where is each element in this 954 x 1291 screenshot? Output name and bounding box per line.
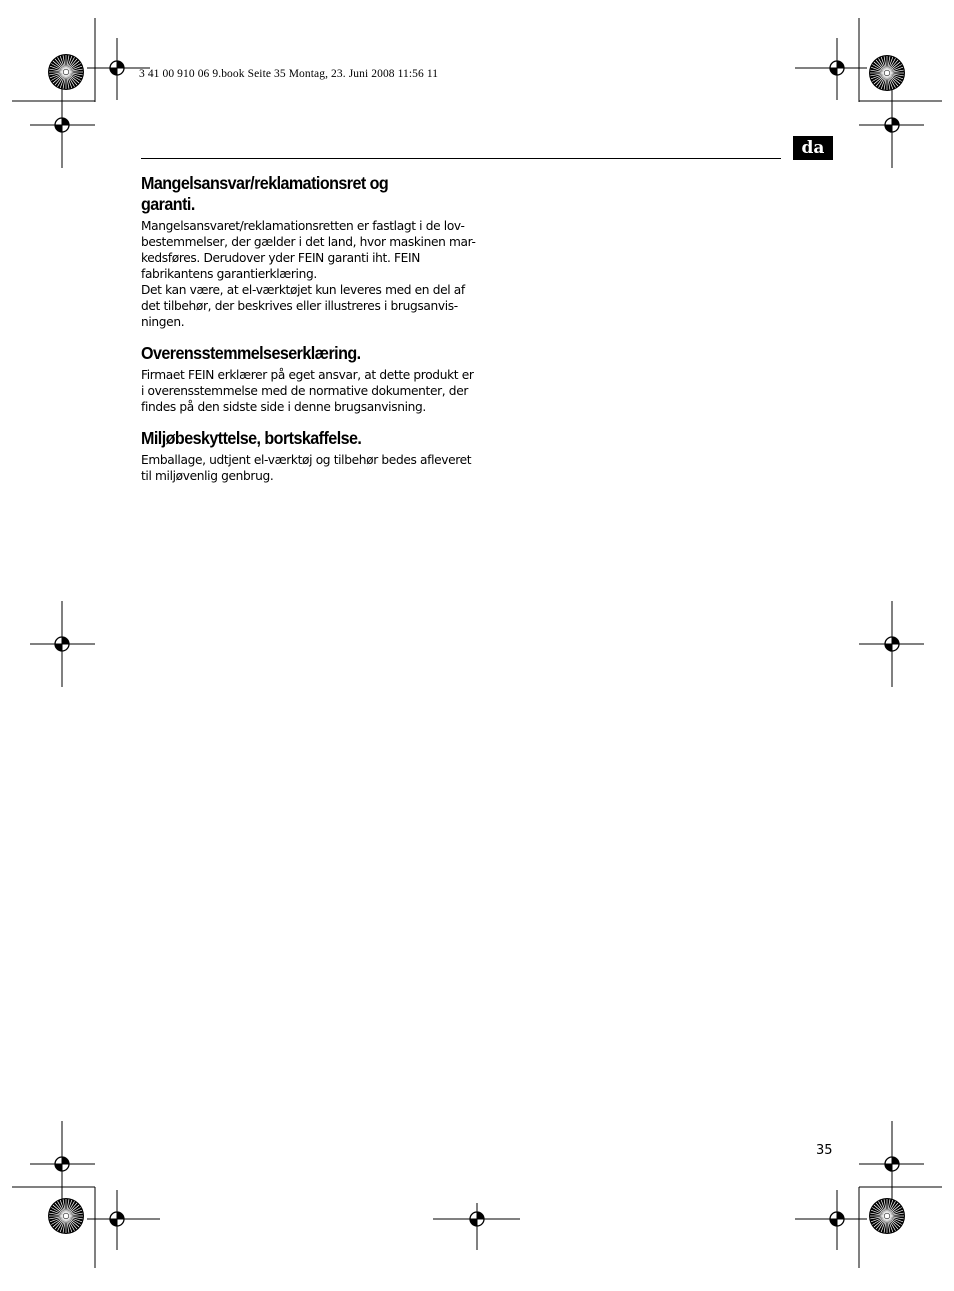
text-line: bestemmelser, der gælder i det land, hvor maskinen mar-	[141, 235, 476, 249]
section-environment	[141, 428, 481, 484]
text-line: findes på den sidste side i denne brugsanvisning.	[141, 400, 426, 414]
text-line: Emballage, udtjent el-værktøj og tilbehør bedes afleveret	[141, 453, 472, 467]
text-line: ningen.	[141, 315, 185, 329]
section-body	[141, 218, 481, 330]
heading-line: garanti.	[141, 194, 195, 214]
text-line: i overensstemmelse med de normative dokumenter, der	[141, 384, 468, 398]
text-line: Mangelsansvaret/reklamationsretten er fastlagt i de lov-	[141, 219, 465, 233]
section-heading	[141, 173, 481, 215]
heading-line: Mangelsansvar/reklamationsret og	[141, 173, 389, 193]
text-line: fabrikantens garantierklæring.	[141, 267, 317, 281]
text-line: det tilbehør, der beskrives eller illustreres i brugsanvis-	[141, 299, 458, 313]
book-info-line: 3 41 00 910 06 9.book Seite 35 Montag, 23. Juni 2008 11:56 11	[139, 68, 439, 80]
text-line: kedsføres. Derudover yder FEIN garanti iht. FEIN	[141, 251, 421, 265]
page-number: 35	[816, 1143, 833, 1158]
main-content	[141, 170, 481, 497]
section-heading: Overensstemmelseserklæring.	[141, 343, 361, 363]
language-tab: da	[793, 136, 833, 160]
text-line: Det kan være, at el-værktøjet kun leveres med en del af	[141, 283, 465, 297]
text-line: til miljøvenlig genbrug.	[141, 469, 274, 483]
section-heading: Miljøbeskyttelse, bortskaffelse.	[141, 428, 362, 448]
header-rule	[141, 158, 781, 159]
section-body	[141, 452, 481, 484]
section-warranty	[141, 173, 481, 330]
section-conformity	[141, 343, 481, 415]
section-body	[141, 367, 481, 415]
text-line: Firmaet FEIN erklærer på eget ansvar, at dette produkt er	[141, 368, 474, 382]
